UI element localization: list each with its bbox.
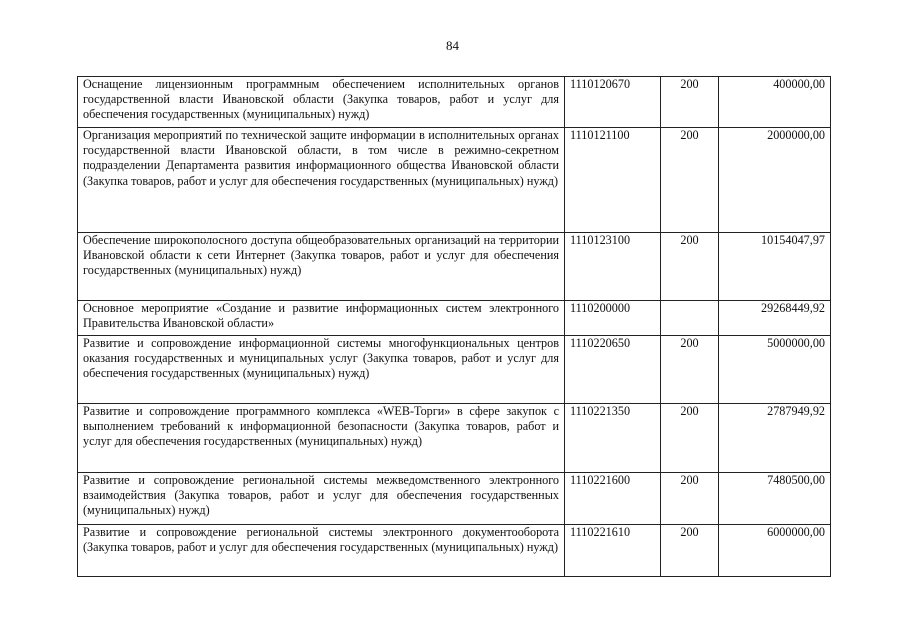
row-amount: 10154047,97 — [719, 233, 831, 301]
row-target-code: 1110121100 — [565, 128, 661, 233]
row-amount: 7480500,00 — [719, 473, 831, 525]
row-description: Развитие и сопровождение информационной системы многофункциональных центров оказания государственных и муниципальных услуг (Закупка товаров, работ и услуг для обеспечения государственных (муниципальных) нужд) — [78, 336, 565, 404]
row-expense-type: 200 — [661, 525, 719, 577]
row-expense-type: 200 — [661, 336, 719, 404]
row-expense-type: 200 — [661, 128, 719, 233]
row-description: Развитие и сопровождение региональной системы электронного документооборота (Закупка товаров, работ и услуг для обеспечения государственных (муниципальных) нужд) — [78, 525, 565, 577]
row-expense-type: 200 — [661, 473, 719, 525]
table-row — [78, 336, 831, 404]
row-target-code: 1110120670 — [565, 77, 661, 128]
row-description: Обеспечение широкополосного доступа общеобразовательных организаций на территории Ивановской области к сети Интернет (Закупка товаров, работ и услуг для обеспечения государственных (муниципальных) нужд) — [78, 233, 565, 301]
row-target-code: 1110221610 — [565, 525, 661, 577]
table-row — [78, 77, 831, 128]
row-target-code: 1110221350 — [565, 404, 661, 473]
row-amount: 2000000,00 — [719, 128, 831, 233]
budget-table — [77, 76, 831, 577]
row-description: Оснащение лицензионным программным обеспечением исполнительных органов государственной власти Ивановской области (Закупка товаров, работ и услуг для обеспечения государственных (муниципальных) нужд) — [78, 77, 565, 128]
row-description: Развитие и сопровождение программного комплекса «WEB-Торги» в сфере закупок с выполнением требований к информационной безопасности (Закупка товаров, работ и услуг для обеспечения государственных (муниципальных) нужд) — [78, 404, 565, 473]
row-expense-type: 200 — [661, 233, 719, 301]
row-amount: 6000000,00 — [719, 525, 831, 577]
table-row — [78, 128, 831, 233]
row-description: Организация мероприятий по технической защите информации в исполнительных органах государственной власти Ивановской области, в том числе в режимно-секретном подразделении Департамента развития информационного общества Ивановской области (Закупка товаров, работ и услуг для обеспечения государственных (муниципальных) нужд) — [78, 128, 565, 233]
table-row — [78, 233, 831, 301]
row-target-code: 1110220650 — [565, 336, 661, 404]
row-amount: 400000,00 — [719, 77, 831, 128]
row-expense-type: 200 — [661, 77, 719, 128]
row-target-code: 1110123100 — [565, 233, 661, 301]
table-row — [78, 473, 831, 525]
row-target-code: 1110200000 — [565, 301, 661, 336]
table-row — [78, 404, 831, 473]
table-row — [78, 525, 831, 577]
table-row — [78, 301, 831, 336]
row-amount: 2787949,92 — [719, 404, 831, 473]
page-number: 84 — [446, 38, 459, 53]
row-amount: 5000000,00 — [719, 336, 831, 404]
row-description: Основное мероприятие «Создание и развитие информационных систем электронного Правительства Ивановской области» — [78, 301, 565, 336]
row-target-code: 1110221600 — [565, 473, 661, 525]
row-amount: 29268449,92 — [719, 301, 831, 336]
row-description: Развитие и сопровождение региональной системы межведомственного электронного взаимодействия (Закупка товаров, работ и услуг для обеспечения государственных (муниципальных) нужд) — [78, 473, 565, 525]
row-expense-type: 200 — [661, 404, 719, 473]
row-expense-type — [661, 301, 719, 336]
